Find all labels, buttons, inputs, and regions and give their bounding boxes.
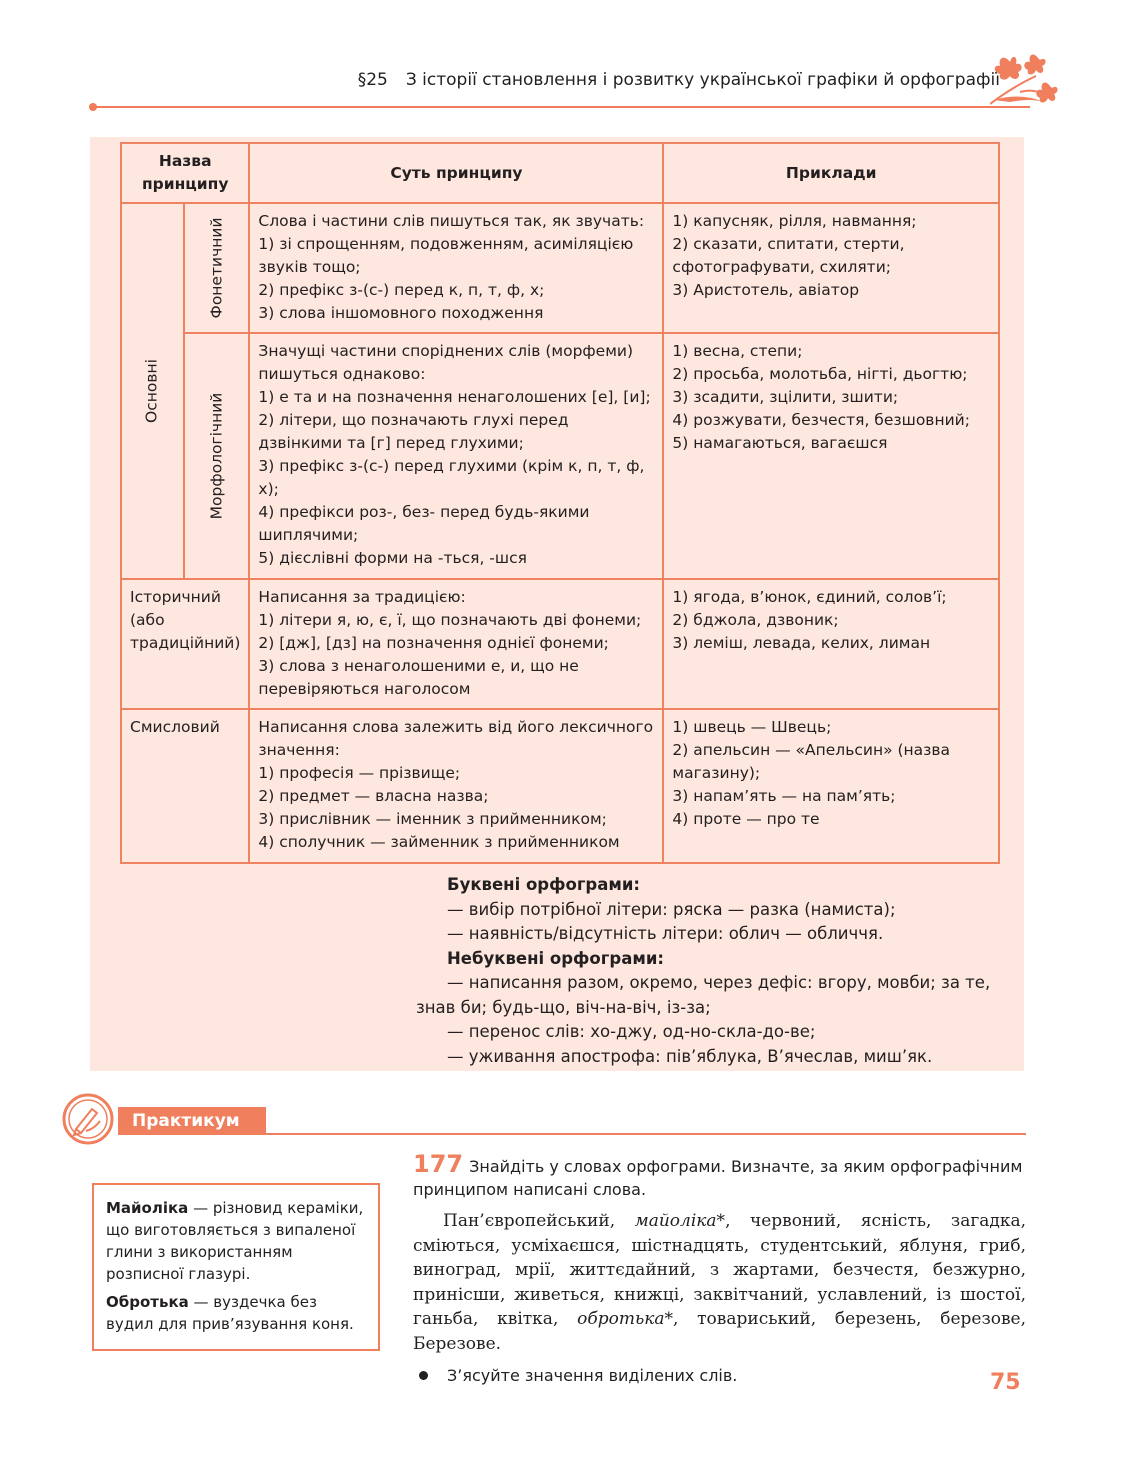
examples-cell <box>663 579 999 709</box>
essence-line: 2) префікс з-(с-) перед к, п, т, ф, х; <box>258 281 545 299</box>
essence-line: 5) дієслівні форми на -ться, -шся <box>258 549 527 567</box>
principle-name-cell <box>184 333 250 579</box>
orthogram-item: — уживання апострофа: пів’яблука, В’ячеслав, миш’як. <box>447 1046 933 1066</box>
principle-name: Смисловий <box>130 718 220 736</box>
principle-name: Історичний (або традиційний) <box>130 588 241 652</box>
orthogram-item: — вибір потрібної літери: ряска — разка (намиста); <box>447 899 896 919</box>
exercise-177 <box>413 1150 1026 1387</box>
glossary-box <box>92 1183 380 1351</box>
example-line: 3) леміш, левада, келих, лиман <box>672 634 931 652</box>
essence-cell <box>249 333 663 579</box>
example-line: 3) зсадити, зцілити, зшити; <box>672 388 899 406</box>
example-line: 3) Аристотель, авіатор <box>672 281 860 299</box>
examples-cell <box>663 333 999 579</box>
essence-line: 2) предмет — власна назва; <box>258 787 489 805</box>
essence-line: Написання за традицією: <box>258 588 466 606</box>
example-line: 2) апельсин — «Апельсин» (назва магазину); <box>672 741 951 782</box>
example-line: 1) ягода, в’юнок, єдиний, солов’ї; <box>672 588 947 606</box>
exercise-text-part: Пан’європейський, <box>443 1211 635 1231</box>
essence-line: 3) слова з ненаголошеними е, и, що не перевіряються наголосом <box>258 657 579 698</box>
group-label: Основні <box>142 359 161 423</box>
flower-ornament-icon <box>990 52 1070 114</box>
orthogram-item: — написання разом, окремо, через дефіс: вгору, мовби; за те, знав би; будь-що, віч-на-віч, із-за; <box>416 973 991 1017</box>
exercise-task-text: З’ясуйте значення виділених слів. <box>447 1366 738 1385</box>
orthograms-block <box>416 873 1016 1069</box>
essence-line: 1) е та и на позначення ненаголошених [е], [и]; <box>258 388 651 406</box>
essence-line: Слова і частини слів пишуться так, як звучать: <box>258 212 645 230</box>
essence-line: 2) [дж], [дз] на позначення однієї фонеми; <box>258 634 609 652</box>
col-header-name: Назва принципу <box>121 143 249 203</box>
principle-name: Фонетичний <box>207 217 226 319</box>
essence-line: 3) слова іншомовного походження <box>258 304 544 322</box>
example-line: 1) весна, степи; <box>672 342 803 360</box>
essence-line: 2) літери, що позначають глухі перед дзвінкими та [г] перед глухими; <box>258 411 569 452</box>
essence-cell <box>249 203 663 333</box>
practicum-rule <box>266 1133 1026 1135</box>
exercise-instruction-line <box>413 1150 1026 1201</box>
example-line: 4) розжувати, безчестя, безшовний; <box>672 411 970 429</box>
exercise-text <box>413 1209 1026 1356</box>
examples-cell <box>663 203 999 333</box>
principle-name: Морфологічний <box>207 392 226 520</box>
col-header-examples: Приклади <box>663 143 999 203</box>
orthogram-item: — наявність/відсутність літери: облич — обличчя. <box>447 924 884 943</box>
example-line: 2) бджола, дзвоник; <box>672 611 839 629</box>
letter-orthograms-heading: Буквені орфограми: <box>447 875 641 894</box>
glossary-term: Майоліка <box>106 1199 189 1217</box>
bullet-icon <box>419 1371 428 1380</box>
essence-line: 3) префікс з-(с-) перед глухими (крім к, п, т, ф, х); <box>258 457 645 498</box>
section-number: §25 <box>357 70 388 90</box>
essence-line: 4) префікси роз-, без- перед будь-якими шиплячими; <box>258 503 590 544</box>
principles-table <box>120 142 1000 864</box>
glossary-entry <box>106 1197 366 1285</box>
example-line: 2) просьба, молотьба, нігті, дьогтю; <box>672 365 968 383</box>
highlighted-word: майоліка* <box>634 1211 726 1231</box>
essence-line: 1) професія — прізвище; <box>258 764 461 782</box>
principle-name-cell <box>121 579 249 709</box>
principle-name-cell <box>184 203 250 333</box>
glossary-entry <box>106 1291 366 1335</box>
practicum-label: Практикум <box>118 1107 266 1135</box>
glossary-term: Обротька <box>106 1293 189 1311</box>
essence-line: Написання слова залежить від його лексичного значення: <box>258 718 654 759</box>
page-number: 75 <box>990 1370 1021 1395</box>
pencil-hand-icon <box>62 1093 114 1145</box>
glossary-definition: — різновид кераміки, що виготовляється з випаленої глини з використанням розписної глазурі. <box>106 1199 364 1283</box>
nonletter-orthograms-heading: Небуквені орфограми: <box>447 948 664 968</box>
exercise-instruction: Знайдіть у словах орфограми. Визначте, за яким орфографічним принципом написані слова. <box>413 1157 1023 1199</box>
essence-cell <box>249 579 663 709</box>
principle-name-cell <box>121 709 249 863</box>
section-title: З історії становлення і розвитку української графіки й орфографії <box>405 70 1000 90</box>
example-line: 4) проте — про те <box>672 810 820 828</box>
essence-line: 1) зі спрощенням, подовженням, асиміляцією звуків тощо; <box>258 235 634 276</box>
essence-line: Значущі частини споріднених слів (морфеми) пишуться однаково: <box>258 342 634 383</box>
example-line: 5) намагаються, вагаєшся <box>672 434 888 452</box>
running-header <box>0 70 1000 100</box>
exercise-text-part: , червоний, ясність, загадка, сміються, усміхаєшся, шістнадцять, студентський, яблуня, гриб, виноград, мрії, життєдайний, з жартами, безчестя, безжурно, принісши, живеться, книжці, заквітчаний, уславлений, із шостої, ганьба, квітка, <box>413 1211 1026 1329</box>
exercise-task <box>413 1364 1026 1387</box>
example-line: 1) капусняк, рілля, навмання; <box>672 212 917 230</box>
example-line: 3) напам’ять — на пам’ять; <box>672 787 896 805</box>
exercise-number: 177 <box>413 1150 464 1178</box>
orthogram-item: — перенос слів: хо-джу, од-но-скла-до-ве; <box>447 1022 816 1041</box>
essence-line: 1) літери я, ю, є, ї, що позначають дві фонеми; <box>258 611 642 629</box>
essence-line: 3) прислівник — іменник з прийменником; <box>258 810 607 828</box>
group-label-cell <box>121 203 184 579</box>
glossary-definition: — вуздечка без вудил для прив’язування коня. <box>106 1293 354 1333</box>
example-line: 1) швець — Швець; <box>672 718 832 736</box>
essence-cell <box>249 709 663 863</box>
highlighted-word: обротька* <box>577 1309 673 1329</box>
examples-cell <box>663 709 999 863</box>
example-line: 2) сказати, спитати, стерти, сфотографувати, схиляти; <box>672 235 905 276</box>
header-rule <box>95 106 1030 108</box>
col-header-essence: Суть принципу <box>249 143 663 203</box>
exercise-text-part: , товариський, березень, березове, Березове. <box>413 1309 1026 1354</box>
essence-line: 4) сполучник — займенник з прийменником <box>258 833 620 851</box>
